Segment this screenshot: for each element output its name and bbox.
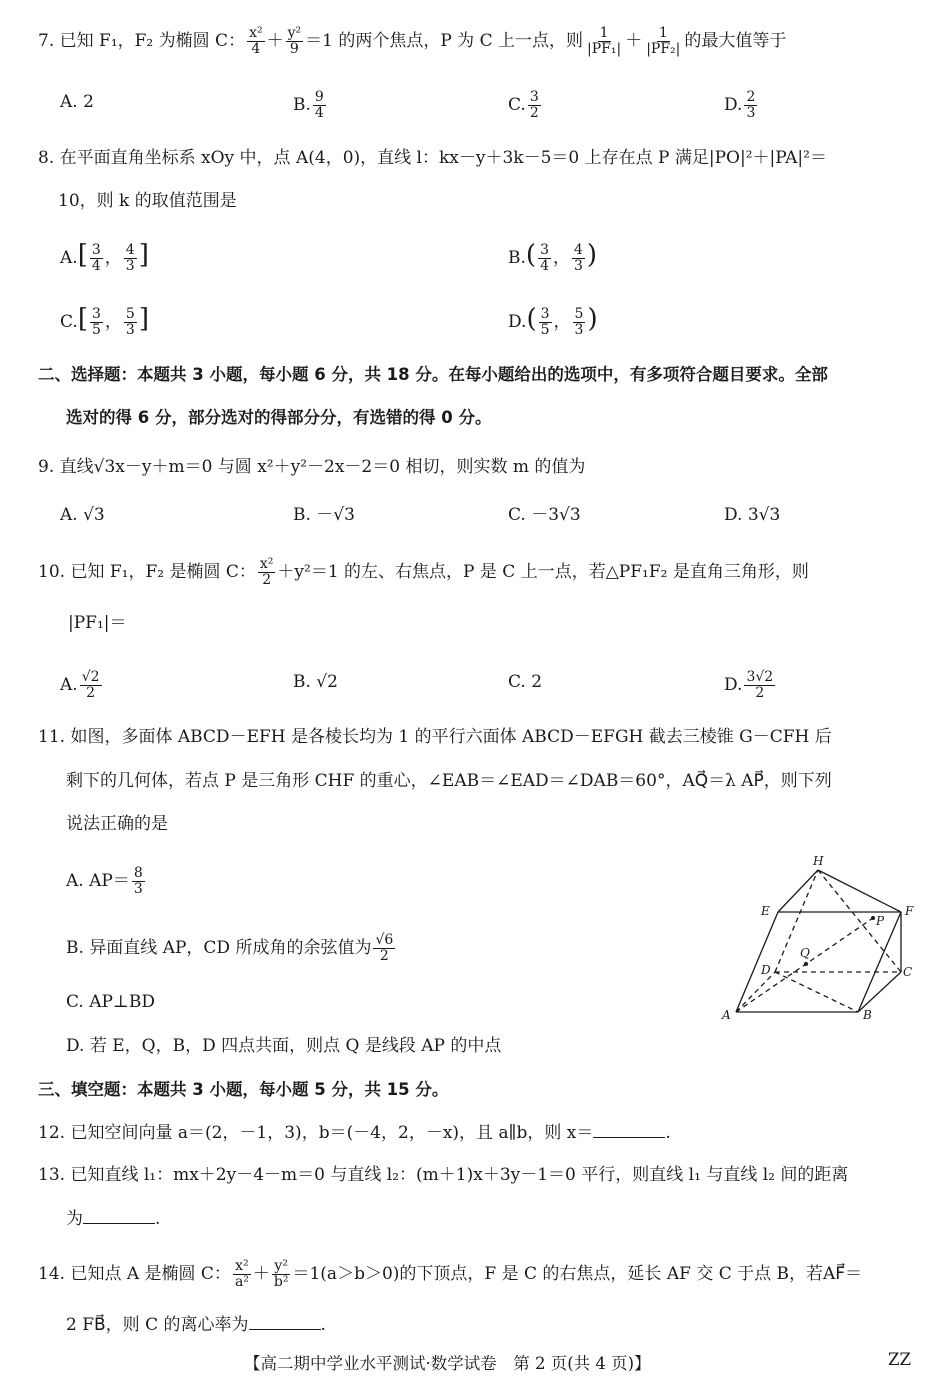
q8-option-a: A.[ $\frac{3}{4}$ ， $\frac{4}{3}$ ] (60, 240, 149, 274)
question-14-line-2: 2 FB⃗，则 C 的离心率为 . (66, 1315, 326, 1335)
label-e: E (761, 904, 770, 918)
question-11-line-2: 剩下的几何体，若点 P 是三角形 CHF 的重心，∠EAB＝∠EAD＝∠DAB＝60°，AQ⃗＝λ AP⃗，则下列 (66, 771, 832, 791)
question-11-line-3: 说法正确的是 (66, 814, 168, 834)
q8-option-d: D.( $\frac{3}{5}$ ， $\frac{5}{3}$ ) (508, 304, 598, 338)
section-3-heading: 三、填空题：本题共 3 小题，每小题 5 分，共 15 分。 (38, 1080, 449, 1099)
question-13-line-1: 13. 已知直线 l₁：mx＋2y－4－m＝0 与直线 l₂：(m＋1)x＋3y－1＝0 平行，则直线 l₁ 与直线 l₂ 间的距离 (38, 1165, 849, 1185)
q7-fraction-1-over-pf2: $\frac{1}{\text{|PF₂|}}$ (646, 25, 681, 57)
footer-code: ZZ (888, 1350, 911, 1369)
q9-option-a: A. √3 (60, 505, 105, 525)
edge-dh (775, 870, 818, 972)
q11-option-a: A. AP＝ $\frac{8}{3}$ (66, 865, 143, 897)
q8-option-b: B.( $\frac{3}{4}$ ， $\frac{4}{3}$ ) (508, 240, 598, 274)
label-c: C (903, 965, 913, 979)
q11-option-b: B. 异面直线 AP，CD 所成角的余弦值为 $\frac{√6}{2}$ (66, 932, 394, 964)
edge-ad (736, 972, 775, 1012)
edge-eh (778, 870, 818, 912)
q8-option-c: C.[ $\frac{3}{5}$ ， $\frac{5}{3}$ ] (60, 304, 149, 338)
question-8-line-2: 10，则 k 的取值范围是 (58, 191, 237, 211)
question-7: 7. 已知 F₁，F₂ 为椭圆 C： $\frac{\text{x²}}{4}$ ＋ $\frac{\text{y²}}{9}$ ＝1 的两个焦点，P 为 C 上一点，则 $\frac{1}{\text{|PF₁|}}$ ＋ $\frac{1}{\text{|PF₂|}}$ 的最大值等于 (38, 25, 787, 57)
point-p (871, 916, 875, 920)
q7-text-pre: 7. 已知 F₁，F₂ 为椭圆 C： (38, 31, 246, 51)
point-q (804, 962, 808, 966)
q7-fraction-y2-over-9: $\frac{\text{y²}}{9}$ (287, 25, 302, 57)
q11-option-c: C. AP⊥BD (66, 992, 156, 1012)
footer-title: 【高二期中学业水平测试·数学试卷 第 2 页(共 4 页)】 (244, 1354, 651, 1373)
question-9: 9. 直线√3x－y＋m＝0 与圆 x²＋y²－2x－2＝0 相切，则实数 m 的值为 (38, 457, 586, 477)
q12-answer-blank[interactable] (593, 1121, 665, 1138)
q7-option-c: C. $\frac{3}{2}$ (508, 89, 539, 121)
edge-hf (818, 870, 901, 912)
q10-option-b: B. √2 (293, 672, 338, 692)
q7-option-b: B. $\frac{9}{4}$ (293, 89, 324, 121)
question-10-line-2: |PF₁|＝ (68, 613, 127, 633)
label-f: F (905, 904, 914, 918)
q7-text-mid: ＝1 的两个焦点，P 为 C 上一点，则 (305, 31, 584, 51)
q10-option-a: A. $\frac{√2}{2}$ (60, 669, 100, 701)
polyhedron-figure (718, 855, 918, 1025)
edge-db (775, 972, 858, 1012)
question-12: 12. 已知空间向量 a＝(2，－1，3)，b＝(－4，2，－x)，且 a∥b，则 x＝ . (38, 1123, 671, 1143)
question-11-line-1: 11. 如图，多面体 ABCD－EFH 是各棱长均为 1 的平行六面体 ABCD－EFGH 截去三棱锥 G－CFH 后 (38, 727, 832, 747)
q7-text-post: 的最大值等于 (684, 31, 787, 51)
label-q: Q (800, 946, 810, 960)
q10-option-c: C. 2 (508, 672, 543, 692)
question-13-line-2: 为 . (66, 1209, 161, 1229)
label-d: D (761, 963, 771, 977)
q10-option-d: D. $\frac{3√2}{2}$ (724, 669, 774, 701)
label-h: H (813, 855, 824, 868)
q10-fraction-x2-over-2: $\frac{\text{x²}}{2}$ (259, 556, 274, 588)
edge-bc (858, 972, 901, 1012)
q7-fraction-x2-over-4: $\frac{\text{x²}}{4}$ (249, 25, 263, 57)
label-b: B (863, 1008, 872, 1022)
q9-option-d: D. 3√3 (724, 505, 781, 525)
question-14: 14. 已知点 A 是椭圆 C： $\frac{\text{x²}}{\text{a²}}$ ＋ $\frac{\text{y²}}{\text{b²}}$ ＝1(a＞b＞0)的下顶点，F 是 C 的右焦点，延长 AF 交 C 于点 B，若AF⃗＝ (38, 1258, 863, 1290)
q7-option-d: D. $\frac{2}{3}$ (724, 89, 756, 121)
q7-option-a: A. 2 (60, 92, 94, 112)
question-8-line-1: 8. 在平面直角坐标系 xOy 中，点 A(4，0)，直线 l：kx－y＋3k－5＝0 上存在点 P 满足|PO|²＋|PA|²＝ (38, 148, 827, 168)
edge-ae (736, 912, 778, 1012)
q9-option-c: C. －3√3 (508, 505, 581, 525)
q14-fraction-y2-over-b2: $\frac{\text{y²}}{\text{b²}}$ (273, 1258, 289, 1290)
q14-fraction-x2-over-a2: $\frac{\text{x²}}{\text{a²}}$ (234, 1258, 249, 1290)
section-2-heading-line-2: 选对的得 6 分，部分选对的得部分分，有选错的得 0 分。 (66, 408, 492, 427)
q7-fraction-1-over-pf1: $\frac{1}{\text{|PF₁|}}$ (587, 25, 622, 57)
section-2-heading: 二、选择题：本题共 3 小题，每小题 6 分，共 18 分。在每小题给出的选项中，有多项符合题目要求。全部 (38, 365, 828, 384)
question-10: 10. 已知 F₁，F₂ 是椭圆 C： $\frac{\text{x²}}{2}$ ＋y²＝1 的左、右焦点，P 是 C 上一点，若△PF₁F₂ 是直角三角形，则 (38, 556, 809, 588)
q11-option-d: D. 若 E，Q，B，D 四点共面，则点 Q 是线段 AP 的中点 (66, 1036, 502, 1056)
q13-answer-blank[interactable] (83, 1207, 155, 1224)
label-p: P (876, 914, 885, 928)
edge-hc (818, 870, 901, 972)
q14-answer-blank[interactable] (249, 1313, 321, 1330)
label-a: A (722, 1008, 731, 1022)
q9-option-b: B. －√3 (293, 505, 355, 525)
